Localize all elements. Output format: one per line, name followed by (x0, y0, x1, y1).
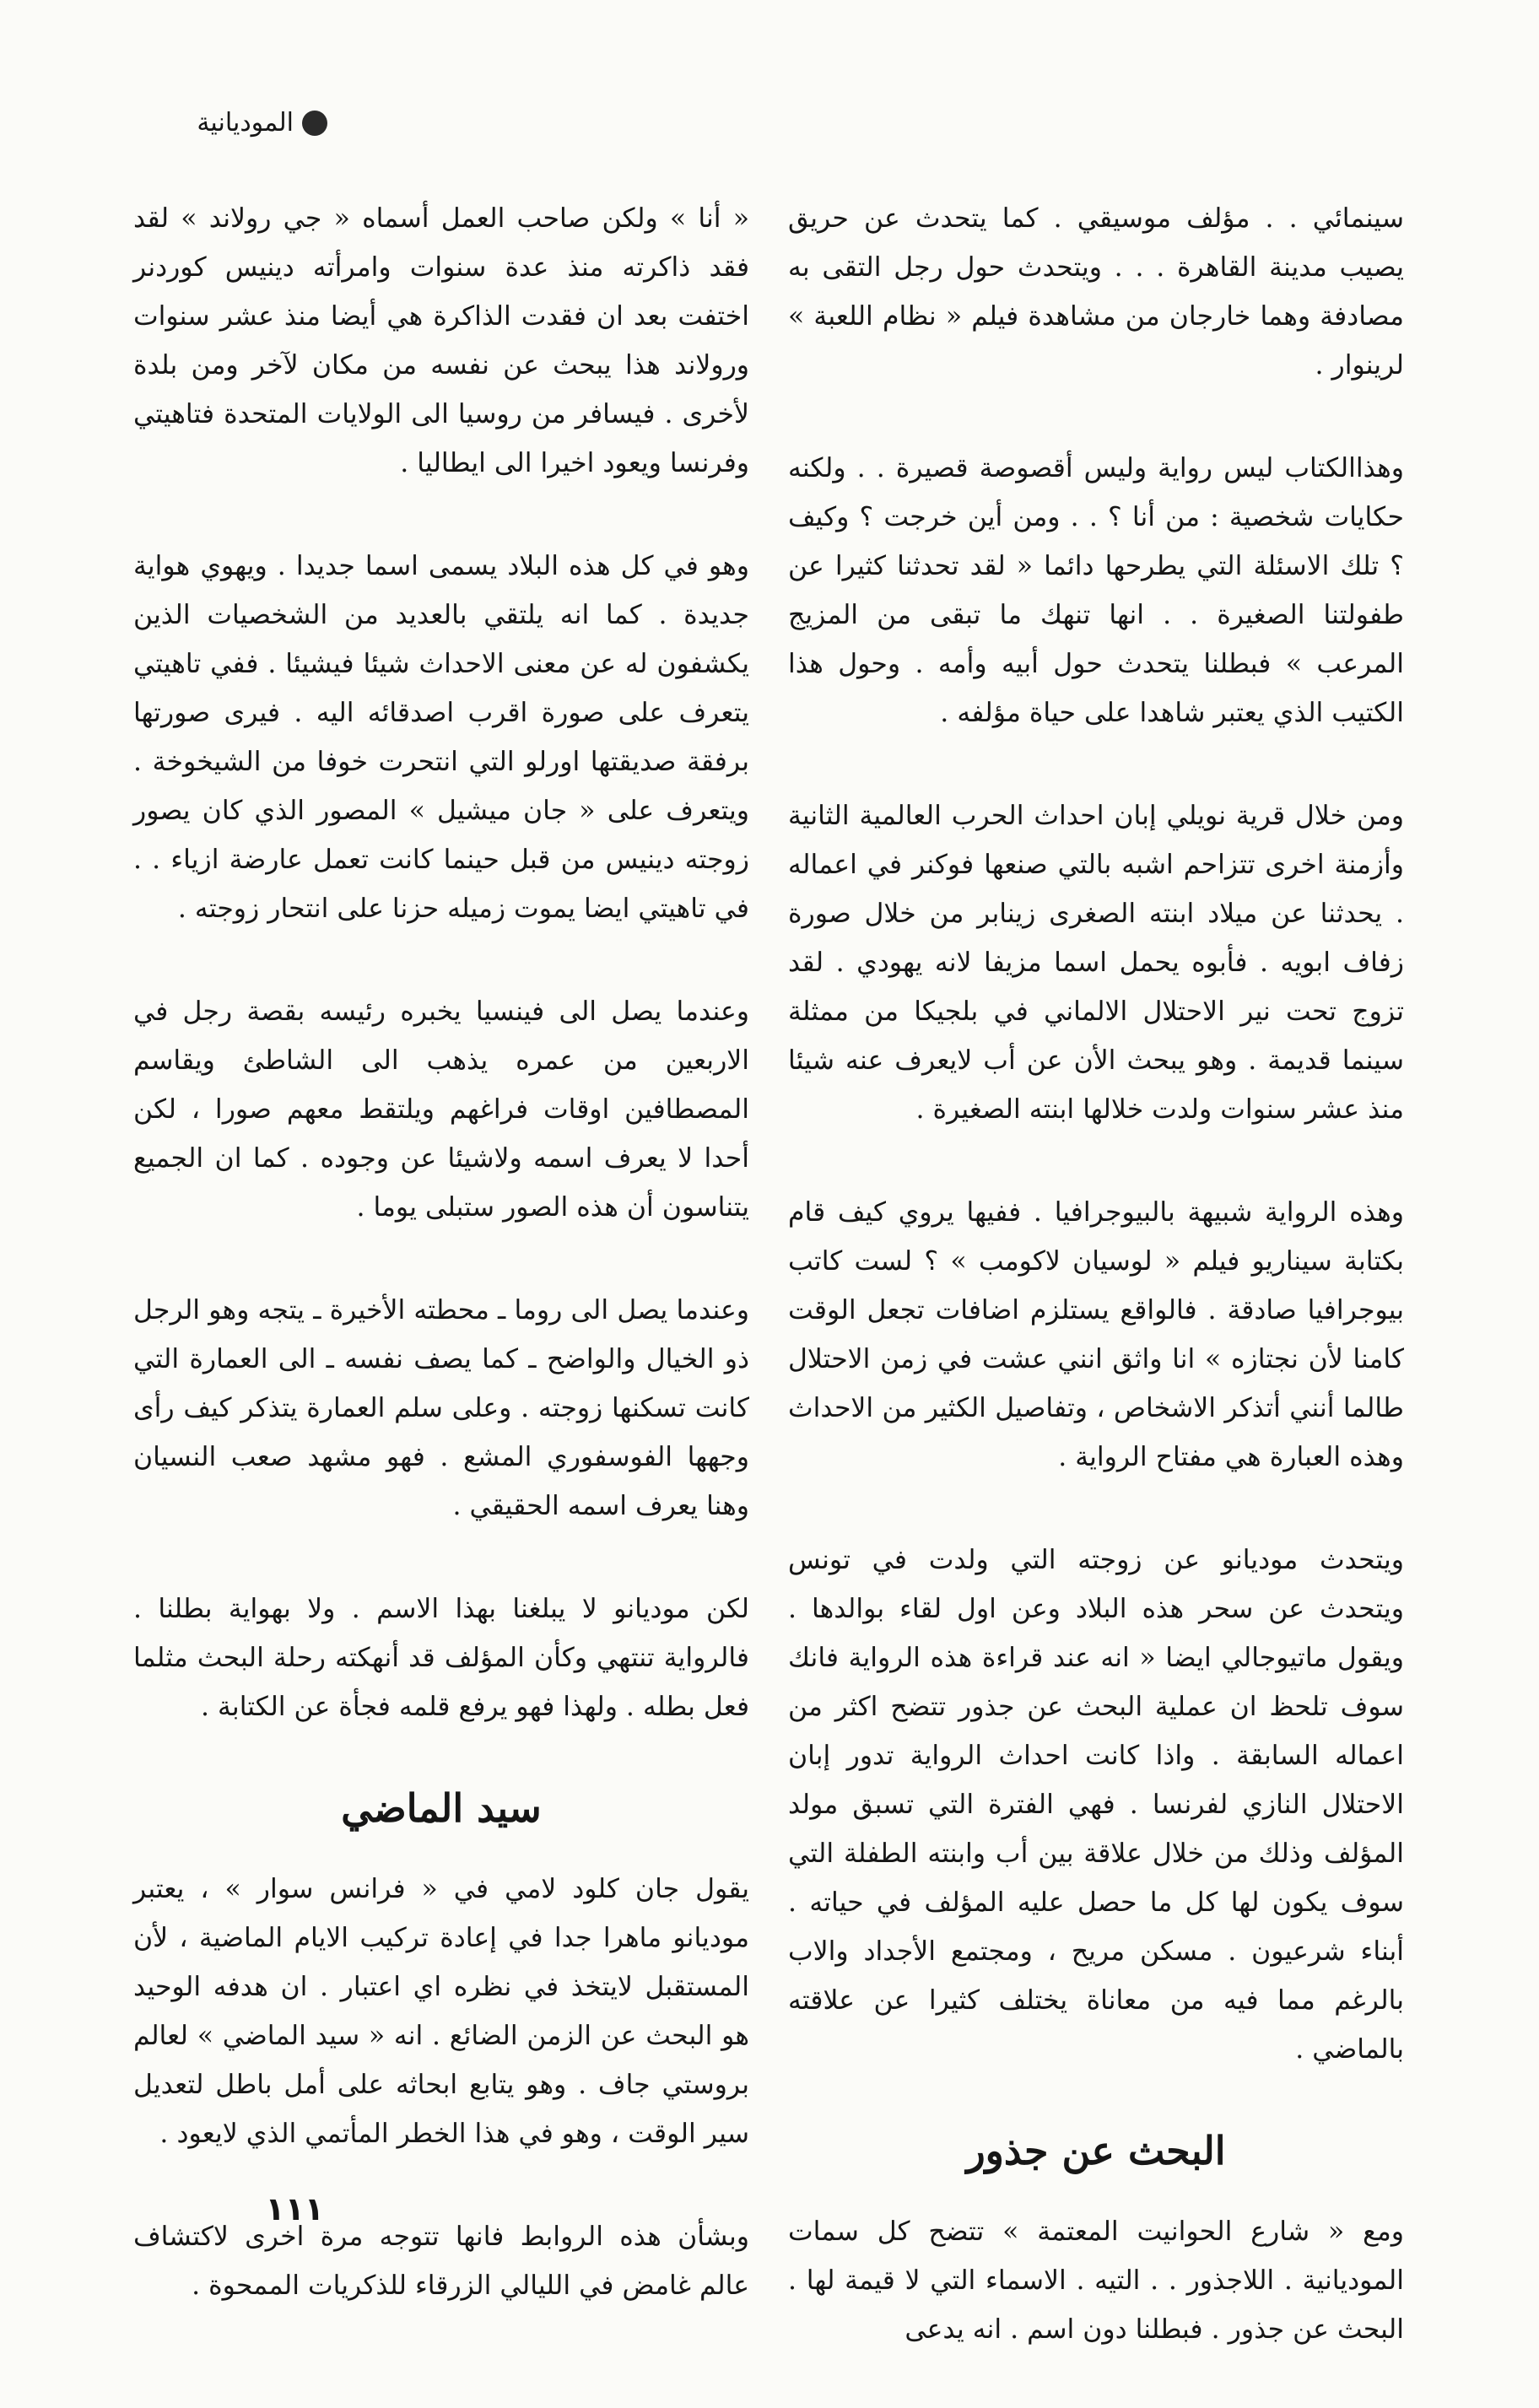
running-header (197, 108, 327, 138)
article-paragraph: وعندما يصل الى روما ـ محطته الأخيرة ـ يتجه وهو الرجل ذو الخيال والواضح ـ كما يصف نفسه ـ الى العمارة التي كانت تسكنها زوجته . وعلى سلم العمارة يتذكر كيف رأى وجهها الفوسفوري المشع . فهو مشهد صعب النسيان وهنا يعرف اسمه الحقيقي . (133, 1295, 749, 1521)
bullet-dot-icon (302, 111, 327, 136)
running-header-title: الموديانية (197, 108, 294, 138)
article-paragraph: « أنا » ولكن صاحب العمل أسماه « جي رولاند » لقد فقد ذاكرته منذ عدة سنوات وامرأته دينيس كوردنر اختفت بعد ان فقدت الذاكرة هي أيضا منذ عشر سنوات ورولاند هذا يبحث عن نفسه من مكان لآخر ومن بلدة لأخرى . فيسافر من روسيا الى الولايات المتحدة فتاهيتي وفرنسا ويعود اخيرا الى ايطاليا . (133, 203, 749, 478)
article-paragraph: ويتحدث موديانو عن زوجته التي ولدت في تونس ويتحدث عن سحر هذه البلاد وعن اول لقاء بوالدها . ويقول ماتيوجالي ايضا « انه عند قراءة هذه الرواية فانك سوف تلحظ ان عملية البحث عن جذور تتضح اكثر من اعماله السابقة . واذا كانت احداث الرواية تدور إبان الاحتلال النازي لفرنسا . فهي الفترة التي تسبق مولد المؤلف وذلك من خلال علاقة بين أب وابنته الطفلة التي سوف يكون لها كل ما حصل عليه المؤلف في حياته . أبناء شرعيون . مسكن مريح ، ومجتمع الأجداد والاب بالرغم مما فيه من معاناة يختلف كثيرا عن علاقته بالماضي . (788, 1545, 1404, 2065)
article-paragraph: يقول جان كلود لامي في « فرانس سوار » ، يعتبر موديانو ماهرا جدا في إعادة تركيب الايام الماضية ، لأن المستقبل لايتخذ في نظره اي اعتبار . ان هدفه الوحيد هو البحث عن الزمن الضائع . انه « سيد الماضي » لعالم بروستي جاف . وهو يتابع ابحاثه على أمل باطل لتعديل سير الوقت ، وهو في هذا الخطر المأتمي الذي لايعود . (133, 1874, 749, 2149)
section-heading-roots: البحث عن جذور (966, 2128, 1226, 2173)
article-paragraph: ومن خلال قرية نويلي إبان احداث الحرب العالمية الثانية وأزمنة اخرى تتزاحم اشبه بالتي صنعها فوكنر في اعماله . يحدثنا عن ميلاد ابنته الصغرى زينابر من خلال صورة زفاف ابويه . فأبوه يحمل اسما مزيفا لانه يهودي . لقد تزوج تحت نير الاحتلال الالماني في بلجيكا من ممثلة سينما قديمة . وهو يبحث الأن عن أب لايعرف عنه شيئا منذ عشر سنوات ولدت خلالها ابنته الصغيرة . (788, 801, 1404, 1125)
article-paragraph: وهذه الرواية شبيهة بالبيوجرافيا . ففيها يروي كيف قام بكتابة سيناريو فيلم « لوسيان لاكومب » ؟ لست كاتب بيوجرافيا صادقة . فالواقع يستلزم اضافات تجعل الوقت كامنا لأن نجتازه » انا واثق انني عشت في زمن الاحتلال طالما أنني أتذكر الاشخاص ، وتفاصيل الكثير من الاحداث وهذه العبارة هي مفتاح الرواية . (788, 1197, 1404, 1472)
article-paragraph: سينمائي . . مؤلف موسيقي . كما يتحدث عن حريق يصيب مدينة القاهرة . . . ويتحدث حول رجل التقى به مصادفة وهما خارجان من مشاهدة فيلم « نظام اللعبة » لرينوار . (788, 203, 1404, 381)
page-number: ١١١ (265, 2190, 324, 2227)
right-column (788, 194, 1404, 2408)
article-paragraph: وهو في كل هذه البلاد يسمى اسما جديدا . ويهوي هواية جديدة . كما انه يلتقي بالعديد من الشخصيات الذين يكشفون له عن معنى الاحداث شيئا فيشيئا . ففي تاهيتي يتعرف على صورة اقرب اصدقائه اليه . فيرى صورتها برفقة صديقتها اورلو التي انتحرت خوفا من الشيخوخة . ويتعرف على « جان ميشيل » المصور الذي كان يصور زوجته دينيس من قبل حينما كانت تعمل عارضة ازياء . . في تاهيتي ايضا يموت زميله حزنا على انتحار زوجته . (133, 551, 749, 924)
left-column (133, 194, 749, 2364)
section-heading-master-of-past: سيد الماضي (341, 1785, 542, 1831)
article-paragraph: وهذاالكتاب ليس رواية وليس أقصوصة قصيرة . . ولكنه حكايات شخصية : من أنا ؟ . . ومن أين خرجت ؟ وكيف ؟ تلك الاسئلة التي يطرحها دائما « لقد تحدثنا كثيرا عن طفولتنا الصغيرة . . انها تنهك ما تبقى من المزيج المرعب » فبطلنا يتحدث حول أبيه وأمه . وحول هذا الكتيب الذي يعتبر شاهدا على حياة مؤلفه . (788, 453, 1404, 728)
article-paragraph: ومع « شارع الحوانيت المعتمة » تتضح كل سمات الموديانية . اللاجذور . . التيه . الاسماء التي لا قيمة لها . البحث عن جذور . فبطلنا دون اسم . انه يدعى (788, 2216, 1404, 2345)
article-paragraph: وعندما يصل الى فينسيا يخبره رئيسه بقصة رجل في الاربعين من عمره يذهب الى الشاطئ ويقاسم المصطافين اوقات فراغهم ويلتقط معهم صورا ، لكن أحدا لا يعرف اسمه ولاشيئا عن وجوده . كما ان الجميع يتناسون أن هذه الصور ستبلى يوما . (133, 996, 749, 1223)
article-paragraph: وبشأن هذه الروابط فانها تتوجه مرة اخرى لاكتشاف عالم غامض في الليالي الزرقاء للذكريات الممحوة . (133, 2222, 749, 2301)
article-paragraph: لكن موديانو لا يبلغنا بهذا الاسم . ولا بهواية بطلنا . فالرواية تنتهي وكأن المؤلف قد أنهكته رحلة البحث مثلما فعل بطله . ولهذا فهو يرفع قلمه فجأة عن الكتابة . (133, 1594, 749, 1722)
